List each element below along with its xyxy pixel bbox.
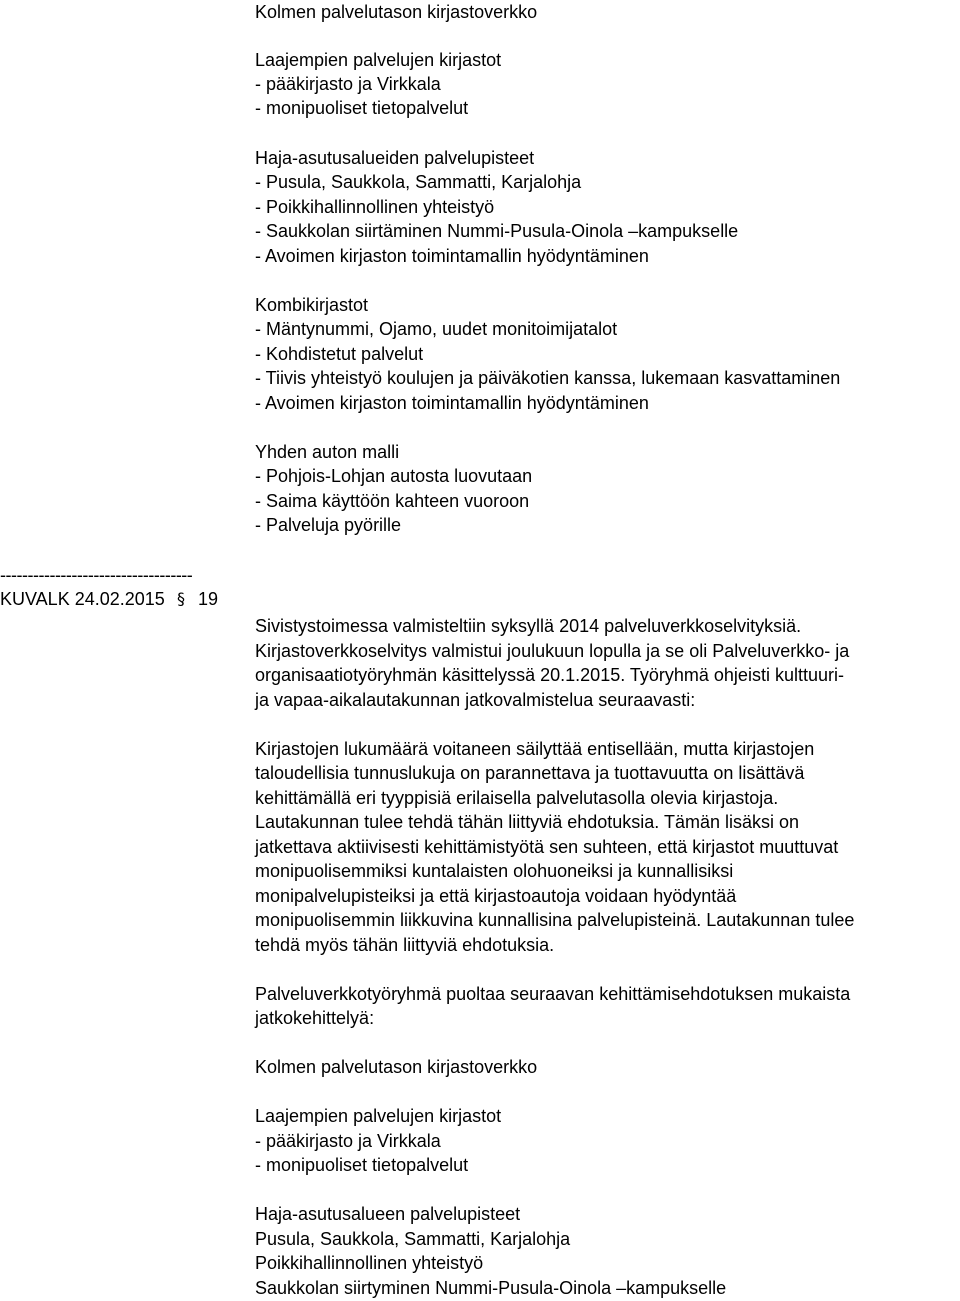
group-heading: Haja-asutusalueiden palvelupisteet bbox=[255, 148, 535, 168]
paragraph-line: jatkettava aktiivisesti kehittämistyötä sen suhteen, että kirjastot muuttuvat bbox=[255, 837, 839, 857]
list-item: - Avoimen kirjaston toimintamallin hyödyntäminen bbox=[255, 246, 649, 266]
section-number: 19 bbox=[198, 589, 219, 609]
section-title: Kolmen palvelutason kirjastoverkko bbox=[255, 2, 538, 22]
group-heading: Kombikirjastot bbox=[255, 295, 369, 315]
list-item: - pääkirjasto ja Virkkala bbox=[255, 1131, 441, 1151]
paragraph-line: kehittämällä eri tyyppisiä erilaisella palvelutasolla olevia kirjastoja. bbox=[255, 788, 779, 808]
list-item: - Saima käyttöön kahteen vuoroon bbox=[255, 491, 530, 511]
paragraph-line: organisaatiotyöryhmän käsittelyssä 20.1.2015. Työryhmä ohjeisti kulttuuri- bbox=[255, 665, 844, 685]
minutes-reference-label: KUVALK 24.02.2015 bbox=[0, 589, 165, 609]
list-item: Pusula, Saukkola, Sammatti, Karjalohja bbox=[255, 1229, 571, 1249]
list-item: - Pusula, Saukkola, Sammatti, Karjalohja bbox=[255, 172, 582, 192]
paragraph-line: Lautakunnan tulee tehdä tähän liittyviä ehdotuksia. Tämän lisäksi on bbox=[255, 812, 800, 832]
paragraph-line: tehdä myös tähän liittyviä ehdotuksia. bbox=[255, 935, 555, 955]
paragraph-line: ja vapaa-aikalautakunnan jatkovalmistelua seuraavasti: bbox=[255, 690, 696, 710]
list-item: - Avoimen kirjaston toimintamallin hyödyntäminen bbox=[255, 393, 649, 413]
list-item: Saukkolan siirtyminen Nummi-Pusula-Oinola –kampukselle bbox=[255, 1278, 727, 1298]
list-item: - pääkirjasto ja Virkkala bbox=[255, 74, 441, 94]
list-item: - Mäntynummi, Ojamo, uudet monitoimijatalot bbox=[255, 319, 618, 339]
minutes-reference bbox=[0, 587, 165, 611]
list-item: - monipuoliset tietopalvelut bbox=[255, 1155, 469, 1175]
list-item: - Palveluja pyörille bbox=[255, 515, 402, 535]
section-symbol-icon: § bbox=[177, 589, 185, 608]
paragraph-line: Kirjastojen lukumäärä voitaneen säilyttää entisellään, mutta kirjastojen bbox=[255, 739, 815, 759]
list-item: - Poikkihallinnollinen yhteistyö bbox=[255, 197, 495, 217]
separator-line: ----------------------------------- bbox=[0, 565, 193, 585]
group-heading: Laajempien palvelujen kirjastot bbox=[255, 50, 502, 70]
paragraph-line: Sivistystoimessa valmisteltiin syksyllä 2014 palveluverkkoselvityksiä. bbox=[255, 616, 802, 636]
paragraph-line: Kirjastoverkkoselvitys valmistui joulukuun lopulla ja se oli Palveluverkko- ja bbox=[255, 641, 850, 661]
group-heading: Haja-asutusalueen palvelupisteet bbox=[255, 1204, 521, 1224]
list-item: - Tiivis yhteistyö koulujen ja päiväkotien kanssa, lukemaan kasvattaminen bbox=[255, 368, 841, 388]
group-heading: Laajempien palvelujen kirjastot bbox=[255, 1106, 502, 1126]
group-heading: Yhden auton malli bbox=[255, 442, 400, 462]
list-item: - monipuoliset tietopalvelut bbox=[255, 98, 469, 118]
paragraph-line: monipuolisemmin liikkuvina kunnallisina palvelupisteinä. Lautakunnan tulee bbox=[255, 910, 855, 930]
section-title: Kolmen palvelutason kirjastoverkko bbox=[255, 1057, 538, 1077]
list-item: - Kohdistetut palvelut bbox=[255, 344, 424, 364]
paragraph-line: monipuolisemmiksi kuntalaisten olohuoneiksi ja kunnallisiksi bbox=[255, 861, 734, 881]
paragraph-line: taloudellisia tunnuslukuja on parannettava ja tuottavuutta on lisättävä bbox=[255, 763, 805, 783]
paragraph-line: Palveluverkkotyöryhmä puoltaa seuraavan kehittämisehdotuksen mukaista bbox=[255, 984, 851, 1004]
list-item: - Pohjois-Lohjan autosta luovutaan bbox=[255, 466, 533, 486]
list-item: - Saukkolan siirtäminen Nummi-Pusula-Oinola –kampukselle bbox=[255, 221, 739, 241]
paragraph-line: jatkokehittelyä: bbox=[255, 1008, 375, 1028]
list-item: Poikkihallinnollinen yhteistyö bbox=[255, 1253, 484, 1273]
paragraph-line: monipalvelupisteiksi ja että kirjastoautoja voidaan hyödyntää bbox=[255, 886, 737, 906]
